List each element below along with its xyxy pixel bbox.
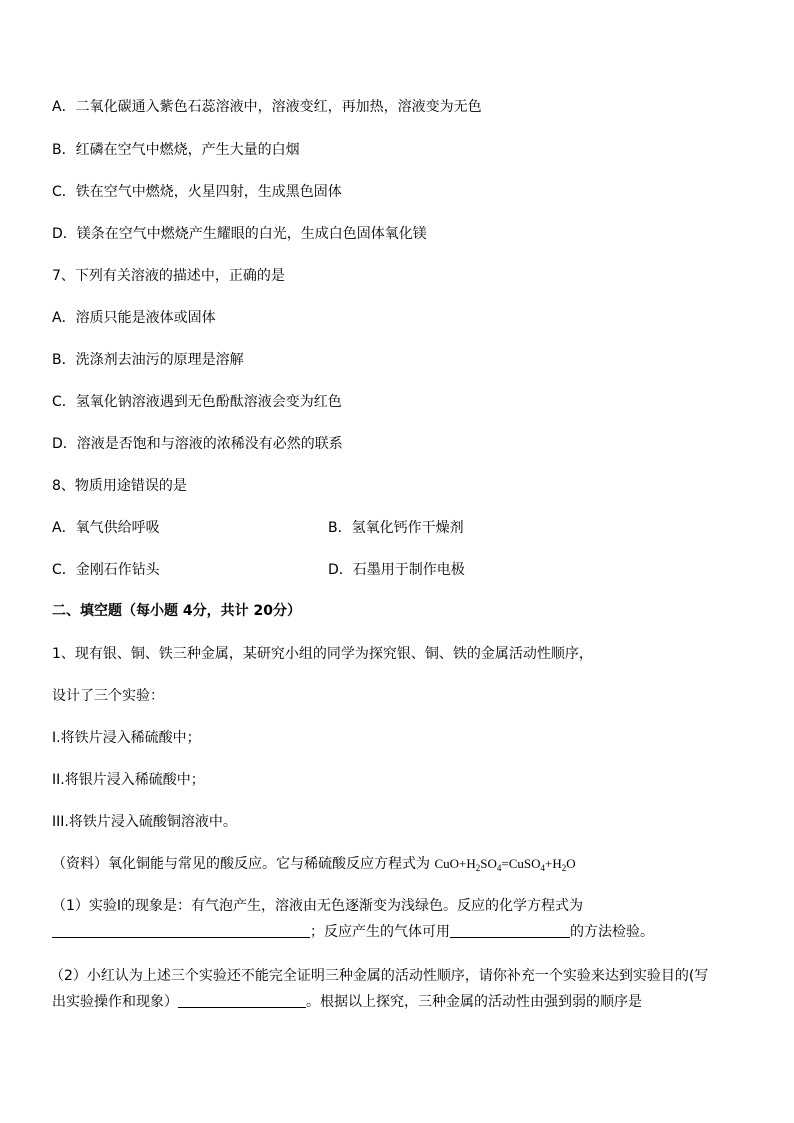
q8-option-row-1 bbox=[52, 518, 742, 538]
fill1-experiment-2: II.将银片浸入稀硫酸中； bbox=[52, 772, 205, 788]
q6-option-a: A．二氧化碳通入紫色石蕊溶液中，溶液变红，再加热，溶液变为无色 bbox=[52, 99, 482, 115]
q7-option-b: B．洗涤剂去油污的原理是溶解 bbox=[52, 352, 244, 368]
q7-option-d: D．溶液是否饱和与溶液的浓稀没有必然的联系 bbox=[52, 436, 343, 452]
q7-option-c: C．氢氧化钠溶液遇到无色酚酞溶液会变为红色 bbox=[52, 394, 342, 410]
blank-experiment[interactable] bbox=[178, 993, 306, 1008]
q8-option-d: D．石墨用于制作电极 bbox=[328, 562, 465, 578]
section-title: 二、填空题（每小题 4分，共计 20分） bbox=[52, 603, 301, 619]
blank-gas-test[interactable] bbox=[450, 923, 570, 938]
fill1-q1-line2 bbox=[52, 922, 654, 942]
q8-stem: 8、物质用途错误的是 bbox=[52, 478, 187, 494]
fill1-stem-line2: 设计了三个实验： bbox=[52, 688, 164, 704]
q2-post-text: 。根据以上探究，三种金属的活动性由强到弱的顺序是 bbox=[306, 994, 642, 1010]
blank-equation[interactable] bbox=[52, 923, 310, 938]
info-prefix: （资料）氧化铜能与常见的酸反应。它与稀硫酸反应方程式为 bbox=[52, 856, 435, 872]
q6-option-d: D．镁条在空气中燃烧产生耀眼的白光，生成白色固体氧化镁 bbox=[52, 226, 427, 242]
fill1-stem-line1: 1、现有银、铜、铁三种金属，某研究小组的同学为探究银、铜、铁的金属活动性顺序， bbox=[52, 646, 593, 662]
q6-option-b: B．红磷在空气中燃烧，产生大量的白烟 bbox=[52, 142, 300, 158]
fill1-q2-line2 bbox=[52, 992, 642, 1012]
fill1-experiment-1: I.将铁片浸入稀硫酸中； bbox=[52, 730, 201, 746]
q7-stem: 7、下列有关溶液的描述中，正确的是 bbox=[52, 268, 285, 284]
q8-option-b: B．氢氧化钙作干燥剂 bbox=[328, 520, 464, 536]
fill1-q2-line1: （2）小红认为上述三个实验还不能完全证明三种金属的活动性顺序，请你补充一个实验来达到实验目的(写 bbox=[50, 968, 709, 984]
q1-end-text: 的方法检验。 bbox=[570, 924, 654, 940]
q2-pre-text: 出实验操作和现象） bbox=[52, 994, 178, 1010]
q7-option-a: A．溶质只能是液体或固体 bbox=[52, 310, 216, 326]
chemical-equation: $CuO+H_2SO_4=CuSO_4+H_2O$ bbox=[434, 856, 576, 873]
q8-option-a: A．氧气供给呼吸 bbox=[52, 520, 160, 536]
fill1-experiment-3: III.将铁片浸入硫酸铜溶液中。 bbox=[52, 814, 237, 830]
fill1-q1-line1: （1）实验Ⅰ的现象是：有气泡产生，溶液由无色逐渐变为浅绿色。反应的化学方程式为 bbox=[52, 898, 584, 914]
fill1-info-line bbox=[52, 854, 576, 878]
q8-option-c: C．金刚石作钻头 bbox=[52, 562, 160, 578]
q6-option-c: C．铁在空气中燃烧，火星四射，生成黑色固体 bbox=[52, 184, 342, 200]
q8-option-row-2 bbox=[52, 560, 742, 580]
q1-mid-text: ；反应产生的气体可用 bbox=[310, 924, 450, 940]
